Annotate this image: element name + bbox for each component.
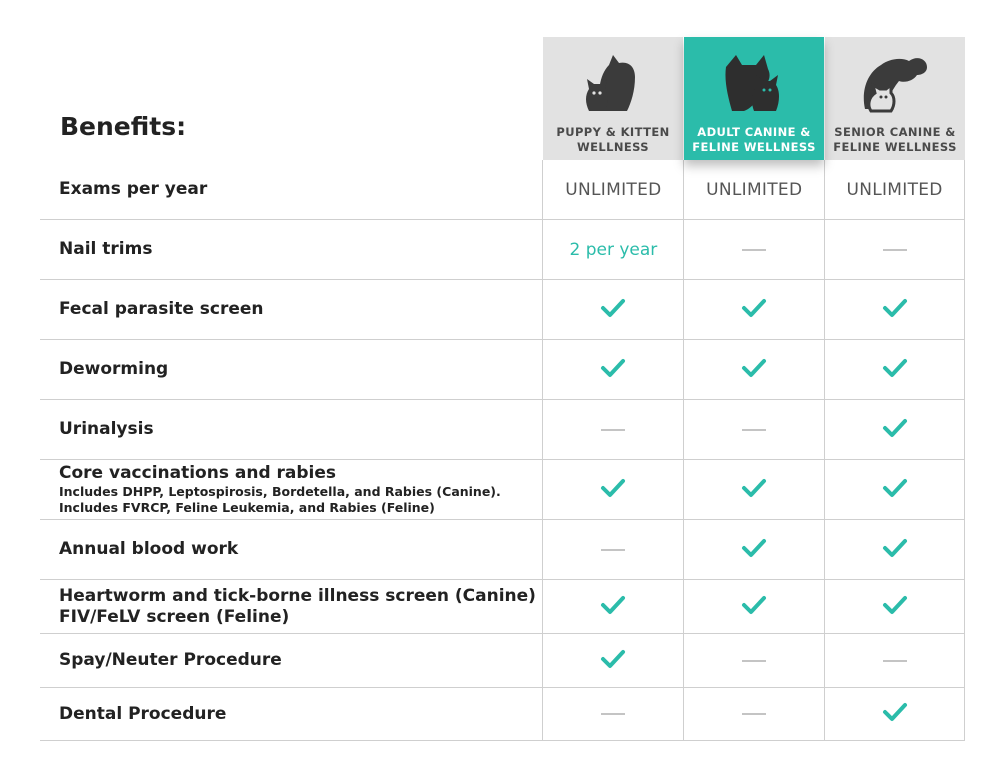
check-icon bbox=[882, 478, 908, 502]
benefit-name: Heartworm and tick-borne illness screen (Canine) bbox=[59, 585, 536, 606]
dog-and-cat-icon bbox=[714, 51, 794, 113]
benefit-value: UNLIMITED bbox=[565, 179, 662, 200]
benefits-table bbox=[40, 160, 965, 741]
check-icon bbox=[600, 595, 626, 619]
dash-icon bbox=[742, 429, 766, 431]
plan-cell-3 bbox=[824, 580, 965, 633]
plan-cell-3 bbox=[824, 688, 965, 740]
plan-cell-1 bbox=[542, 340, 683, 399]
plan-cell-3 bbox=[824, 160, 965, 219]
plan-cell-2 bbox=[683, 520, 824, 579]
benefit-label bbox=[40, 634, 542, 687]
plan-cell-1 bbox=[542, 160, 683, 219]
check-icon bbox=[882, 358, 908, 382]
benefit-name: Fecal parasite screen bbox=[59, 299, 264, 319]
plan-cell-3 bbox=[824, 520, 965, 579]
dash-icon bbox=[883, 660, 907, 662]
plan-header-3 bbox=[825, 37, 965, 160]
dash-icon bbox=[601, 713, 625, 715]
page-title: Benefits: bbox=[60, 112, 187, 141]
benefit-value: UNLIMITED bbox=[846, 179, 943, 200]
plan-cell-3 bbox=[824, 280, 965, 339]
dash-icon bbox=[742, 249, 766, 251]
benefit-name: Urinalysis bbox=[59, 419, 154, 439]
check-icon bbox=[600, 298, 626, 322]
check-icon bbox=[600, 358, 626, 382]
benefit-label bbox=[40, 520, 542, 579]
check-icon bbox=[741, 538, 767, 562]
plan-cell-2 bbox=[683, 460, 824, 519]
check-icon bbox=[882, 702, 908, 726]
check-icon bbox=[741, 358, 767, 382]
check-icon bbox=[882, 595, 908, 619]
table-row bbox=[40, 460, 965, 520]
benefit-name: Spay/Neuter Procedure bbox=[59, 650, 282, 670]
dash-icon bbox=[601, 549, 625, 551]
check-icon bbox=[741, 478, 767, 502]
benefit-label bbox=[40, 460, 542, 519]
plan-cell-2 bbox=[683, 340, 824, 399]
plan-cell-3 bbox=[824, 634, 965, 687]
dash-icon bbox=[601, 429, 625, 431]
plan-cell-1 bbox=[542, 688, 683, 740]
benefit-name: Core vaccinations and rabies bbox=[59, 463, 337, 483]
plan-cell-3 bbox=[824, 220, 965, 279]
benefit-label bbox=[40, 220, 542, 279]
plan-cell-2 bbox=[683, 688, 824, 740]
plan-cell-3 bbox=[824, 400, 965, 459]
plan-cell-1 bbox=[542, 634, 683, 687]
plan-cell-2 bbox=[683, 580, 824, 633]
plan-cell-2 bbox=[683, 160, 824, 219]
plan-cell-2 bbox=[683, 634, 824, 687]
plan-cell-3 bbox=[824, 460, 965, 519]
check-icon bbox=[882, 298, 908, 322]
check-icon bbox=[600, 478, 626, 502]
plan-name: SENIOR CANINE & FELINE WELLNESS bbox=[833, 125, 957, 154]
benefit-detail: Includes FVRCP, Feline Leukemia, and Rabies (Feline) bbox=[59, 500, 435, 515]
table-row bbox=[40, 520, 965, 580]
plan-name: ADULT CANINE & FELINE WELLNESS bbox=[692, 125, 816, 154]
plan-name: PUPPY & KITTEN WELLNESS bbox=[556, 125, 670, 154]
plan-cell-1 bbox=[542, 400, 683, 459]
table-row bbox=[40, 400, 965, 460]
check-icon bbox=[882, 418, 908, 442]
benefit-name: Deworming bbox=[59, 359, 169, 379]
dash-icon bbox=[742, 660, 766, 662]
benefit-label bbox=[40, 400, 542, 459]
check-icon bbox=[741, 298, 767, 322]
benefit-label bbox=[40, 580, 542, 633]
benefit-name-secondary: FIV/FeLV screen (Feline) bbox=[59, 606, 290, 627]
plan-header-2 bbox=[684, 37, 824, 160]
benefit-name: Dental Procedure bbox=[59, 703, 227, 724]
plan-cell-2 bbox=[683, 400, 824, 459]
plan-cell-1 bbox=[542, 460, 683, 519]
dash-icon bbox=[883, 249, 907, 251]
plan-cell-3 bbox=[824, 340, 965, 399]
benefit-detail: Includes DHPP, Leptospirosis, Bordetella, and Rabies (Canine). bbox=[59, 484, 501, 499]
plan-cell-2 bbox=[683, 280, 824, 339]
table-row bbox=[40, 220, 965, 280]
dog-and-cat-icon bbox=[855, 51, 935, 113]
table-row bbox=[40, 634, 965, 688]
benefit-value: UNLIMITED bbox=[706, 179, 803, 200]
plan-cell-1 bbox=[542, 580, 683, 633]
table-row bbox=[40, 280, 965, 340]
check-icon bbox=[600, 649, 626, 673]
benefit-label bbox=[40, 688, 542, 740]
plan-cell-1 bbox=[542, 280, 683, 339]
dog-and-cat-icon bbox=[573, 51, 653, 113]
plan-header-1 bbox=[543, 37, 683, 160]
benefit-name: Nail trims bbox=[59, 239, 153, 259]
table-row bbox=[40, 688, 965, 741]
benefit-name: Annual blood work bbox=[59, 539, 239, 559]
plan-cell-1 bbox=[542, 220, 683, 279]
benefit-label bbox=[40, 340, 542, 399]
benefit-label bbox=[40, 160, 542, 219]
table-row bbox=[40, 160, 965, 220]
table-row bbox=[40, 580, 965, 634]
plan-cell-2 bbox=[683, 220, 824, 279]
dash-icon bbox=[742, 713, 766, 715]
benefit-label bbox=[40, 280, 542, 339]
benefit-value: 2 per year bbox=[569, 239, 658, 260]
table-row bbox=[40, 340, 965, 400]
plan-cell-1 bbox=[542, 520, 683, 579]
check-icon bbox=[882, 538, 908, 562]
benefit-name: Exams per year bbox=[59, 179, 208, 199]
check-icon bbox=[741, 595, 767, 619]
